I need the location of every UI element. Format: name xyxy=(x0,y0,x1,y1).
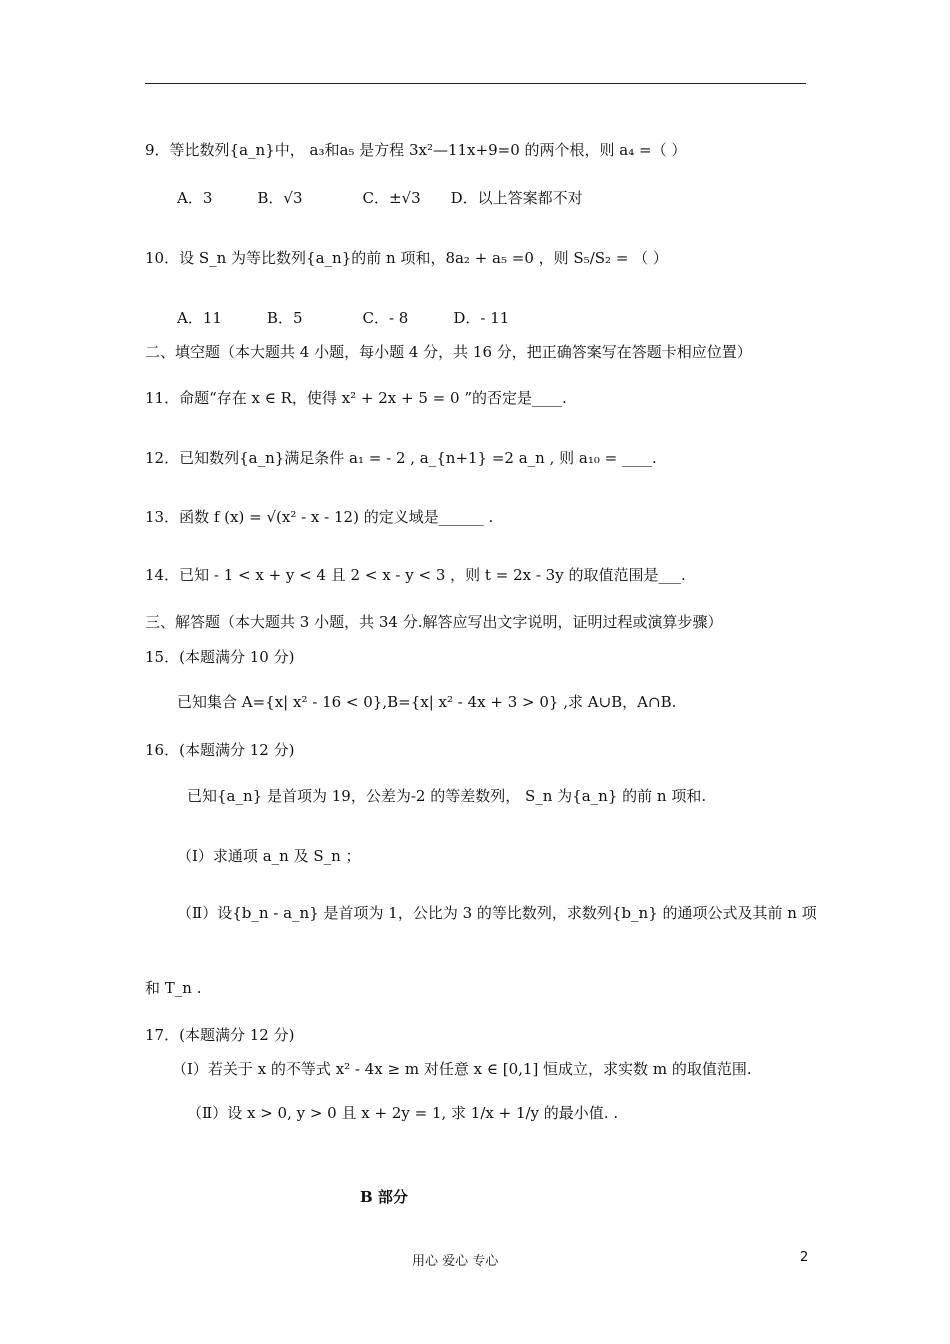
question-17-part-2: （Ⅱ）设 x > 0, y > 0 且 x + 2y = 1, 求 1/x + 1/y 的最小值. . xyxy=(187,1104,619,1122)
question-11: 11．命题“存在 x ∈ R，使得 x² + 2x + 5 = 0 ”的否定是____. xyxy=(145,389,567,407)
question-16-part-2-cont: 和 T_n . xyxy=(145,979,202,997)
question-16-part-2: （Ⅱ）设{b_n - a_n} 是首项为 1，公比为 3 的等比数列，求数列{b_n} 的通项公式及其前 n 项 xyxy=(177,904,817,922)
question-9: 9．等比数列{a_n}中， a₃和a₅ 是方程 3x²—11x+9=0 的两个根，则 a₄ =（ ） xyxy=(145,141,687,159)
question-16-heading: 16．(本题满分 12 分) xyxy=(145,741,295,759)
section-2-heading: 二、填空题（本大题共 4 小题，每小题 4 分，共 16 分，把正确答案写在答题卡相应位置） xyxy=(145,343,752,361)
question-16-part-1: （Ⅰ）求通项 a_n 及 S_n ； xyxy=(177,847,361,865)
question-12: 12．已知数列{a_n}满足条件 a₁ = - 2 , a_{n+1} =2 a_n , 则 a₁₀ = ____. xyxy=(145,449,657,467)
section-b-heading: B 部分 xyxy=(360,1188,408,1206)
question-15-heading: 15．(本题满分 10 分) xyxy=(145,648,295,666)
question-13: 13．函数 f (x) = √(x² - x - 12) 的定义域是______ . xyxy=(145,508,494,526)
question-10: 10．设 S_n 为等比数列{a_n}的前 n 项和，8a₂ + a₅ =0 ，则 S₅/S₂ = （ ） xyxy=(145,249,668,267)
question-17-part-1: （Ⅰ）若关于 x 的不等式 x² - 4x ≥ m 对任意 x ∈ [0,1] 恒成立，求实数 m 的取值范围. xyxy=(172,1060,752,1078)
question-17-heading: 17．(本题满分 12 分) xyxy=(145,1026,295,1044)
question-14: 14．已知 - 1 < x + y < 4 且 2 < x - y < 3 ，则 t = 2x - 3y 的取值范围是___. xyxy=(145,566,686,584)
question-16-body: 已知{a_n} 是首项为 19，公差为-2 的等差数列， S_n 为{a_n} 的前 n 项和. xyxy=(187,787,707,805)
section-3-heading: 三、解答题（本大题共 3 小题，共 34 分.解答应写出文字说明，证明过程或演算步骤） xyxy=(145,613,723,631)
header-rule xyxy=(145,83,806,84)
page-footer: 用心 爱心 专心 xyxy=(412,1254,499,1269)
page-number: 2 xyxy=(800,1250,809,1265)
question-15-body: 已知集合 A={x| x² - 16 < 0},B={x| x² - 4x + 3 > 0} ,求 A∪B，A∩B. xyxy=(177,693,677,711)
question-9-options: A．3 B．√3 C．±√3 D．以上答案都不对 xyxy=(177,189,583,207)
question-10-options: A．11 B．5 C．- 8 D．- 11 xyxy=(177,309,510,327)
